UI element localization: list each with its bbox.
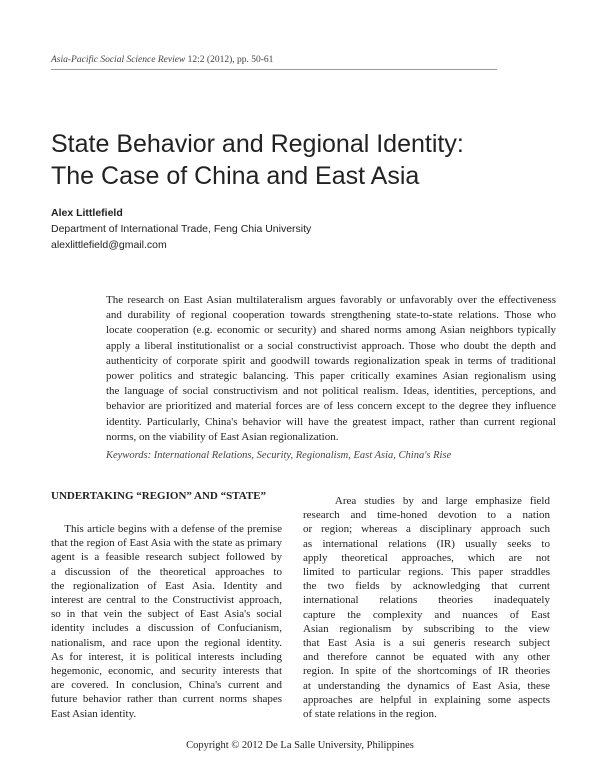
title-line: State Behavior and Regional Identity:	[51, 130, 464, 158]
text-line: at understanding the dynamics of East Asia, these	[303, 679, 550, 692]
section-heading: UNDERTAKING “REGION” AND “STATE”	[51, 490, 267, 502]
text-line: the two fields by acknowledging that current	[303, 580, 550, 593]
text-line: the regionalization of East Asia. Identity and	[51, 579, 282, 592]
text-line: future behavior rather than current norms shapes	[51, 693, 282, 706]
text-line: the language of social constructivism and not political realism. Ideas, identities, perceptions, and	[106, 385, 556, 398]
text-line: that East Asia is a sui generis research subject	[303, 637, 550, 650]
text-line: apply a liberal institutionalist or a social constructivist approach. Those who doubt the depth and	[106, 339, 556, 352]
text-line: interest are central to the Constructivist approach,	[51, 594, 282, 607]
text-line: so in that vein the subject of East Asia's social	[51, 608, 282, 621]
text-line: that the region of East Asia with the state as primary	[51, 537, 282, 550]
text-line: international relations theories inadequately	[303, 594, 550, 607]
author-affiliation: Department of International Trade, Feng Chia University	[51, 223, 312, 235]
text-line: hegemonic, economic, and security interests that	[51, 665, 282, 678]
text-line: apply theoretical approaches, which are not	[303, 551, 550, 564]
text-line: of state relations in the region.	[303, 708, 437, 721]
text-line: identity. Particularly, China's behavior will have the greatest impact, rather than current regional	[106, 415, 556, 428]
text-line: limited to particular regions. This paper straddles	[303, 566, 550, 579]
copyright-footer: Copyright © 2012 De La Salle University, Philippines	[186, 740, 414, 751]
text-line: are covered. In conclusion, China's current and	[51, 679, 282, 692]
author-name: Alex Littlefield	[51, 207, 123, 219]
text-line: behavior are prioritized and material forces are of less concern except to the degree they influence	[106, 400, 556, 413]
text-line: The research on East Asian multilateralism argues favorably or unfavorably over the effectiveness	[106, 294, 556, 306]
text-line: a discussion of the theoretical approaches to	[51, 565, 282, 578]
text-line: research and time-honed devotion to a nation	[303, 509, 550, 522]
paper-title	[51, 128, 464, 192]
text-line: capture the complexity and nuances of East	[303, 608, 550, 621]
right-column-paragraph	[303, 494, 550, 721]
keywords: Keywords: International Relations, Security, Regionalism, East Asia, China's Rise	[106, 450, 452, 461]
text-line: Area studies by and large emphasize field	[303, 495, 550, 507]
text-line: and therefore cannot be equated with any other	[303, 651, 550, 664]
text-line: as international relations (IR) usually seeks to	[303, 537, 550, 550]
text-line: authenticity of corporate spirit and goodwill towards regionalization speak in terms of traditional	[106, 354, 556, 367]
title-line: The Case of China and East Asia	[51, 162, 420, 190]
text-line: nationalism, and race upon the regional identity.	[51, 636, 282, 649]
text-line: approaches are helpful in explaining some aspects	[303, 693, 550, 706]
text-line: locate cooperation (e.g. economic or security) and shared norms among Asian neighbors typically	[106, 324, 556, 337]
text-line: region. In spite of the shortcomings of IR theories	[303, 665, 550, 678]
text-line: or region; whereas a disciplinary approach such	[303, 523, 550, 536]
text-line: As for interest, it is political interests including	[51, 650, 282, 663]
journal-citation	[51, 55, 273, 65]
journal-name: Asia-Pacific Social Science Review	[51, 55, 186, 65]
text-line: East Asian identity.	[51, 707, 137, 720]
text-line: agent is a feasible research subject followed by	[51, 551, 282, 564]
text-line: This article begins with a defense of the premise	[51, 523, 282, 535]
abstract	[106, 293, 556, 445]
text-line: and durability of regional cooperation towards strengthening state-to-state relations. Those who	[106, 309, 556, 322]
journal-details: 12:2 (2012), pp. 50-61	[187, 55, 274, 65]
text-line: power politics and strategic balancing. This paper critically examines Asian regionalism using	[106, 370, 556, 383]
text-line: Asian regionalism by subscribing to the view	[303, 622, 550, 635]
text-line: identity includes a discussion of Confucianism,	[51, 622, 282, 635]
author-email[interactable]: alexlittlefield@gmail.com	[51, 239, 167, 251]
header-rule	[51, 69, 497, 70]
left-column-paragraph	[51, 522, 282, 721]
text-line: norms, on the viability of East Asian regionalization.	[106, 430, 339, 443]
